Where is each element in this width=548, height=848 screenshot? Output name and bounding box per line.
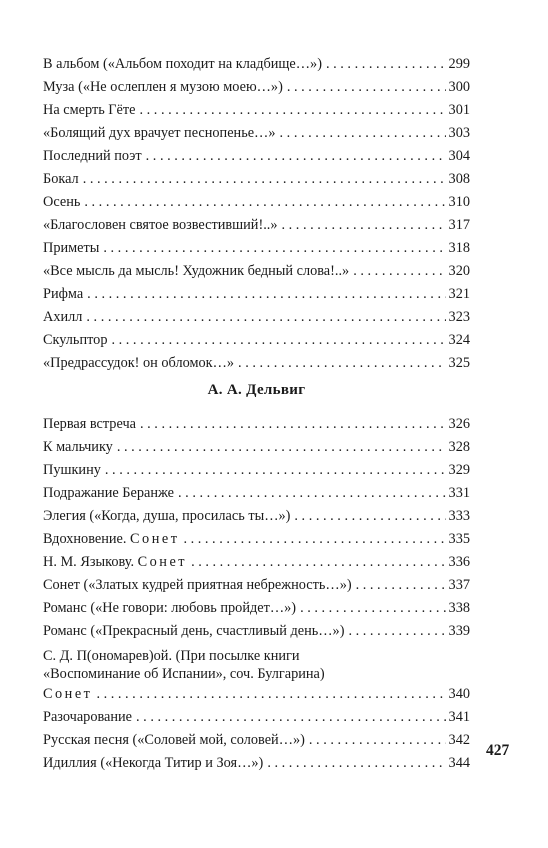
dot-leader xyxy=(267,752,445,775)
toc-entry-title: Бокал xyxy=(43,171,79,187)
toc-entry-page: 299 xyxy=(448,56,470,72)
toc-entry-title: «Предрассудок! он обломок…» xyxy=(43,355,235,371)
toc-entry-title: Сонет («Златых кудрей приятная небрежность…») xyxy=(43,577,352,593)
toc-entry xyxy=(43,482,470,505)
dot-leader xyxy=(111,329,445,352)
toc-entry-title-spaced: Сонет xyxy=(43,686,93,702)
toc-entry-title-plain: Н. М. Языкову. xyxy=(43,554,138,570)
toc-entry xyxy=(43,706,470,729)
section-heading: А. А. Дельвиг xyxy=(207,382,306,398)
dot-leader xyxy=(103,237,445,260)
toc-entry-title: Русская песня («Соловей мой, соловей…») xyxy=(43,732,305,748)
toc-entry-title: В альбом («Альбом походит на кладбище…») xyxy=(43,56,322,72)
toc-entry-page: 341 xyxy=(448,709,470,725)
dot-leader xyxy=(300,597,445,620)
toc-entry-title xyxy=(43,551,187,574)
toc-entry xyxy=(43,306,470,329)
toc-entry-page: 338 xyxy=(448,600,470,616)
dot-leader xyxy=(280,122,446,145)
toc-entry xyxy=(43,260,470,283)
dot-leader xyxy=(183,528,445,551)
toc-entry-title: Ахилл xyxy=(43,309,83,325)
toc-entry-page: 304 xyxy=(448,148,470,164)
dot-leader xyxy=(87,283,445,306)
dot-leader xyxy=(86,306,445,329)
dot-leader xyxy=(117,436,446,459)
toc-entry-title: Элегия («Когда, душа, просилась ты…») xyxy=(43,508,291,524)
dot-leader xyxy=(238,352,446,375)
toc-entry-page: 318 xyxy=(448,240,470,256)
toc-entry-page: 320 xyxy=(448,263,470,279)
toc-entry-title: Приметы xyxy=(43,240,100,256)
toc-entry-title xyxy=(43,528,179,551)
toc-entry-page: 340 xyxy=(448,686,470,702)
dot-leader xyxy=(146,145,446,168)
toc-entry xyxy=(43,99,470,122)
toc-entry-title: «Благословен святое возвестивший!..» xyxy=(43,217,278,233)
toc-entry-page: 344 xyxy=(448,755,470,771)
toc-entry-title: «Болящий дух врачует песнопенье…» xyxy=(43,125,276,141)
toc-section-delvig xyxy=(43,413,470,775)
toc-entry xyxy=(43,683,470,706)
toc-entry-page: 310 xyxy=(448,194,470,210)
dot-leader xyxy=(140,413,446,436)
toc-entry-page: 323 xyxy=(448,309,470,325)
toc-entry-page: 339 xyxy=(448,623,470,639)
dot-leader xyxy=(287,76,446,99)
toc-entry-title: На смерть Гёте xyxy=(43,102,136,118)
toc-entry xyxy=(43,459,470,482)
toc-entry-title-spaced: Сонет xyxy=(137,554,188,570)
toc-entry xyxy=(43,191,470,214)
toc-entry xyxy=(43,329,470,352)
dot-leader xyxy=(178,482,446,505)
toc-entry xyxy=(43,505,470,528)
toc-entry-title: Муза («Не ослеплен я музою моею…») xyxy=(43,79,283,95)
dot-leader xyxy=(140,99,446,122)
toc-entry-page: 308 xyxy=(448,171,470,187)
toc-entry xyxy=(43,352,470,375)
toc-entry xyxy=(43,413,470,436)
toc-entry xyxy=(43,620,470,643)
toc-entry-title: Разочарование xyxy=(43,709,133,725)
dot-leader xyxy=(294,505,445,528)
toc-entry-title: Осень xyxy=(43,194,81,210)
toc-entry-line: «Воспоминание об Испании», соч. Булгарина) xyxy=(43,666,325,682)
toc-entry-page: 329 xyxy=(448,462,470,478)
toc-entry xyxy=(43,729,470,752)
toc-entry-page: 328 xyxy=(448,439,470,455)
toc-entry-page: 331 xyxy=(448,485,470,501)
toc-entry xyxy=(43,145,470,168)
toc-entry-page: 333 xyxy=(448,508,470,524)
toc-entry-title: Пушкину xyxy=(43,462,101,478)
dot-leader xyxy=(353,260,445,283)
toc-entry-title: Подражание Беранже xyxy=(43,485,175,501)
toc-entry-title: Скульптор xyxy=(43,332,108,348)
toc-entry xyxy=(43,168,470,191)
toc-entry-page: 325 xyxy=(448,355,470,371)
toc-entry-title: Последний поэт xyxy=(43,148,142,164)
dot-leader xyxy=(282,214,446,237)
dot-leader xyxy=(348,620,445,643)
toc-entry-page: 317 xyxy=(448,217,470,233)
toc-section-baratynsky xyxy=(43,53,470,375)
toc-entry-title: Романс («Не говори: любовь пройдет…») xyxy=(43,600,297,616)
toc-entry-page: 335 xyxy=(448,531,470,547)
toc-entry xyxy=(43,752,470,775)
toc-entry-title: Рифма xyxy=(43,286,84,302)
toc-entry xyxy=(43,528,470,551)
toc-entry-title: Идиллия («Некогда Титир и Зоя…») xyxy=(43,755,264,771)
toc-entry-page: 321 xyxy=(448,286,470,302)
toc-entry-page: 301 xyxy=(448,102,470,118)
toc-entry-page: 326 xyxy=(448,416,470,432)
toc-entry-title: К мальчику xyxy=(43,439,113,455)
toc-entry-multiline xyxy=(43,647,470,706)
dot-leader xyxy=(356,574,446,597)
dot-leader xyxy=(309,729,446,752)
toc-entry xyxy=(43,76,470,99)
toc-entry-page: 303 xyxy=(448,125,470,141)
toc-entry-title: Первая встреча xyxy=(43,416,136,432)
toc-entry xyxy=(43,237,470,260)
toc-entry-line: С. Д. П(ономарев)ой. (При посылке книги xyxy=(43,648,300,664)
dot-leader xyxy=(326,53,446,76)
toc-entry-page: 300 xyxy=(448,79,470,95)
toc-entry xyxy=(43,53,470,76)
toc-entry-page: 336 xyxy=(448,554,470,570)
toc-entry-title: Романс («Прекрасный день, счастливый день…») xyxy=(43,623,345,639)
dot-leader xyxy=(191,551,445,574)
dot-leader xyxy=(84,191,445,214)
toc-entry-page: 324 xyxy=(448,332,470,348)
toc-entry xyxy=(43,436,470,459)
dot-leader xyxy=(83,168,446,191)
dot-leader xyxy=(105,459,446,482)
toc-entry-page: 342 xyxy=(448,732,470,748)
toc-entry-title-spaced: Сонет xyxy=(130,531,180,547)
toc-entry xyxy=(43,122,470,145)
toc-entry-page: 337 xyxy=(448,577,470,593)
dot-leader xyxy=(96,683,445,706)
toc-entry xyxy=(43,283,470,306)
page-number: 427 xyxy=(486,742,510,759)
toc-entry xyxy=(43,551,470,574)
toc-entry xyxy=(43,597,470,620)
dot-leader xyxy=(136,706,446,729)
toc-entry-title-plain: Вдохновение. xyxy=(43,531,131,547)
toc-entry xyxy=(43,574,470,597)
toc-entry xyxy=(43,214,470,237)
toc-entry-title: «Все мысль да мысль! Художник бедный слова!..» xyxy=(43,263,350,279)
